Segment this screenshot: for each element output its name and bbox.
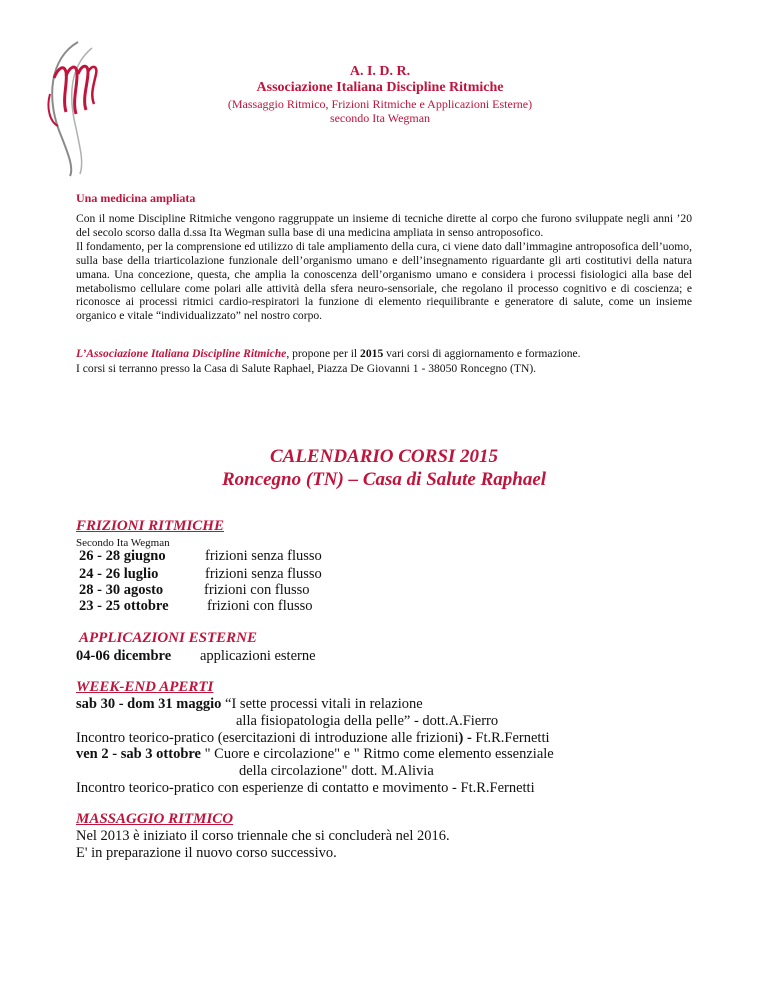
weekend-event-1-line-3	[76, 730, 550, 747]
weekend-event-1-desc: Incontro teorico-pratico (esercitazioni di introduzione alle frizioni	[76, 730, 459, 746]
calendar-title: CALENDARIO CORSI 2015	[269, 446, 499, 467]
weekend-event-2-title: " Cuore e circolazione" e " Ritmo come elemento essenziale	[201, 746, 554, 762]
intro-text	[76, 212, 692, 323]
weekend-event-2-line-3: Incontro teorico-pratico con esperienze di contatto e movimento - Ft.R.Fernetti	[76, 780, 535, 796]
weekend-heading: WEEK-END APERTI	[76, 679, 214, 695]
promo-line-2: I corsi si terranno presso la Casa di Salute Raphael, Piazza De Giovanni 1 - 38050 Roncegno (TN).	[76, 361, 537, 375]
applicazioni-course: applicazioni esterne	[200, 648, 316, 664]
weekend-event-1-title: “I sette processi vitali in relazione	[221, 696, 423, 712]
promo-text-b: vari corsi di aggiornamento e formazione.	[383, 347, 581, 360]
applicazioni-heading: APPLICAZIONI ESTERNE	[79, 630, 257, 646]
intro-paragraph-2: Il fondamento, per la comprensione ed utilizzo di tale ampliamento della cura, ci viene dato dall’immagine antroposofica dell’uomo, sulla base della triarticolazione funzionale dell’organismo umano e dell’insegnamento riguardante gli arti costitutivi della natura umana. Una concezione, questa, che amplia la conoscenza dell’organismo umano e considera i processi fisiologici alla base del metabolismo cellulare come polari alle attività della sfera neuro-sensoriale, che regolano il processo cognitivo e di coscienza; e riconosce ai processi ritmici cardio-respiratori la funzione di elemento riequilibrante e generatore di salute, come un insieme organico e vitale “individualizzato” nel nostro corpo.	[76, 239, 692, 323]
promo-text-a: , propone per il	[286, 347, 361, 360]
header-association-name: Associazione Italiana Discipline Ritmiche	[256, 80, 504, 95]
massaggio-line-2: E' in preparazione il nuovo corso successivo.	[76, 845, 337, 861]
promo-association: L’Associazione Italiana Discipline Ritmiche	[76, 347, 287, 360]
frizioni-date: 23 - 25 ottobre	[79, 598, 169, 614]
applicazioni-date: 04-06 dicembre	[76, 648, 172, 664]
weekend-event-2-title-2: della circolazione" dott. M.Alivia	[239, 763, 434, 779]
frizioni-heading: FRIZIONI RITMICHE	[76, 518, 224, 534]
header-acronym: A. I. D. R.	[349, 64, 411, 79]
massaggio-line-1: Nel 2013 è iniziato il corso triennale che si concluderà nel 2016.	[76, 828, 450, 844]
weekend-event-2-line-1	[76, 746, 554, 763]
frizioni-row	[79, 548, 479, 566]
intro-paragraph-1: Con il nome Discipline Ritmiche vengono raggruppate un insieme di tecniche dirette al corpo che furono sviluppate negli anni ’20 del secolo scorso dalla d.ssa Ita Wegman sulla base di una medicina ampliata in senso antroposofico.	[76, 212, 692, 239]
weekend-event-1-date: sab 30 - dom 31 maggio	[76, 696, 222, 712]
aidr-logo-icon	[40, 38, 110, 178]
header-subtitle-2: secondo Ita Wegman	[329, 111, 431, 125]
frizioni-date: 28 - 30 agosto	[79, 582, 164, 598]
promo-year: 2015	[360, 347, 384, 360]
weekend-event-1-teacher: Ft.R.Fernetti	[475, 730, 550, 746]
frizioni-date: 26 - 28 giugno	[79, 548, 166, 564]
frizioni-course: frizioni con flusso	[204, 582, 310, 598]
frizioni-course: frizioni senza flusso	[205, 548, 322, 564]
frizioni-subheading: Secondo Ita Wegman	[76, 537, 170, 549]
frizioni-row	[79, 598, 479, 616]
weekend-event-1-sep: ) -	[458, 730, 476, 746]
intro-heading: Una medicina ampliata	[76, 191, 196, 205]
frizioni-date: 24 - 26 luglio	[79, 566, 159, 582]
promo-line-1	[76, 347, 696, 362]
header-subtitle: (Massaggio Ritmico, Frizioni Ritmiche e Applicazioni Esterne)	[227, 97, 533, 111]
applicazioni-row	[76, 648, 476, 666]
frizioni-course: frizioni senza flusso	[205, 566, 322, 582]
weekend-event-1-title-2: alla fisiopatologia della pelle” - dott.A.Fierro	[236, 713, 499, 729]
weekend-event-2-date: ven 2 - sab 3 ottobre	[76, 746, 201, 762]
massaggio-heading: MASSAGGIO RITMICO	[76, 811, 234, 827]
calendar-subtitle: Roncegno (TN) – Casa di Salute Raphael	[221, 469, 547, 490]
weekend-event-1-line-1	[76, 696, 423, 713]
promo-text	[76, 347, 696, 376]
frizioni-course: frizioni con flusso	[207, 598, 313, 614]
